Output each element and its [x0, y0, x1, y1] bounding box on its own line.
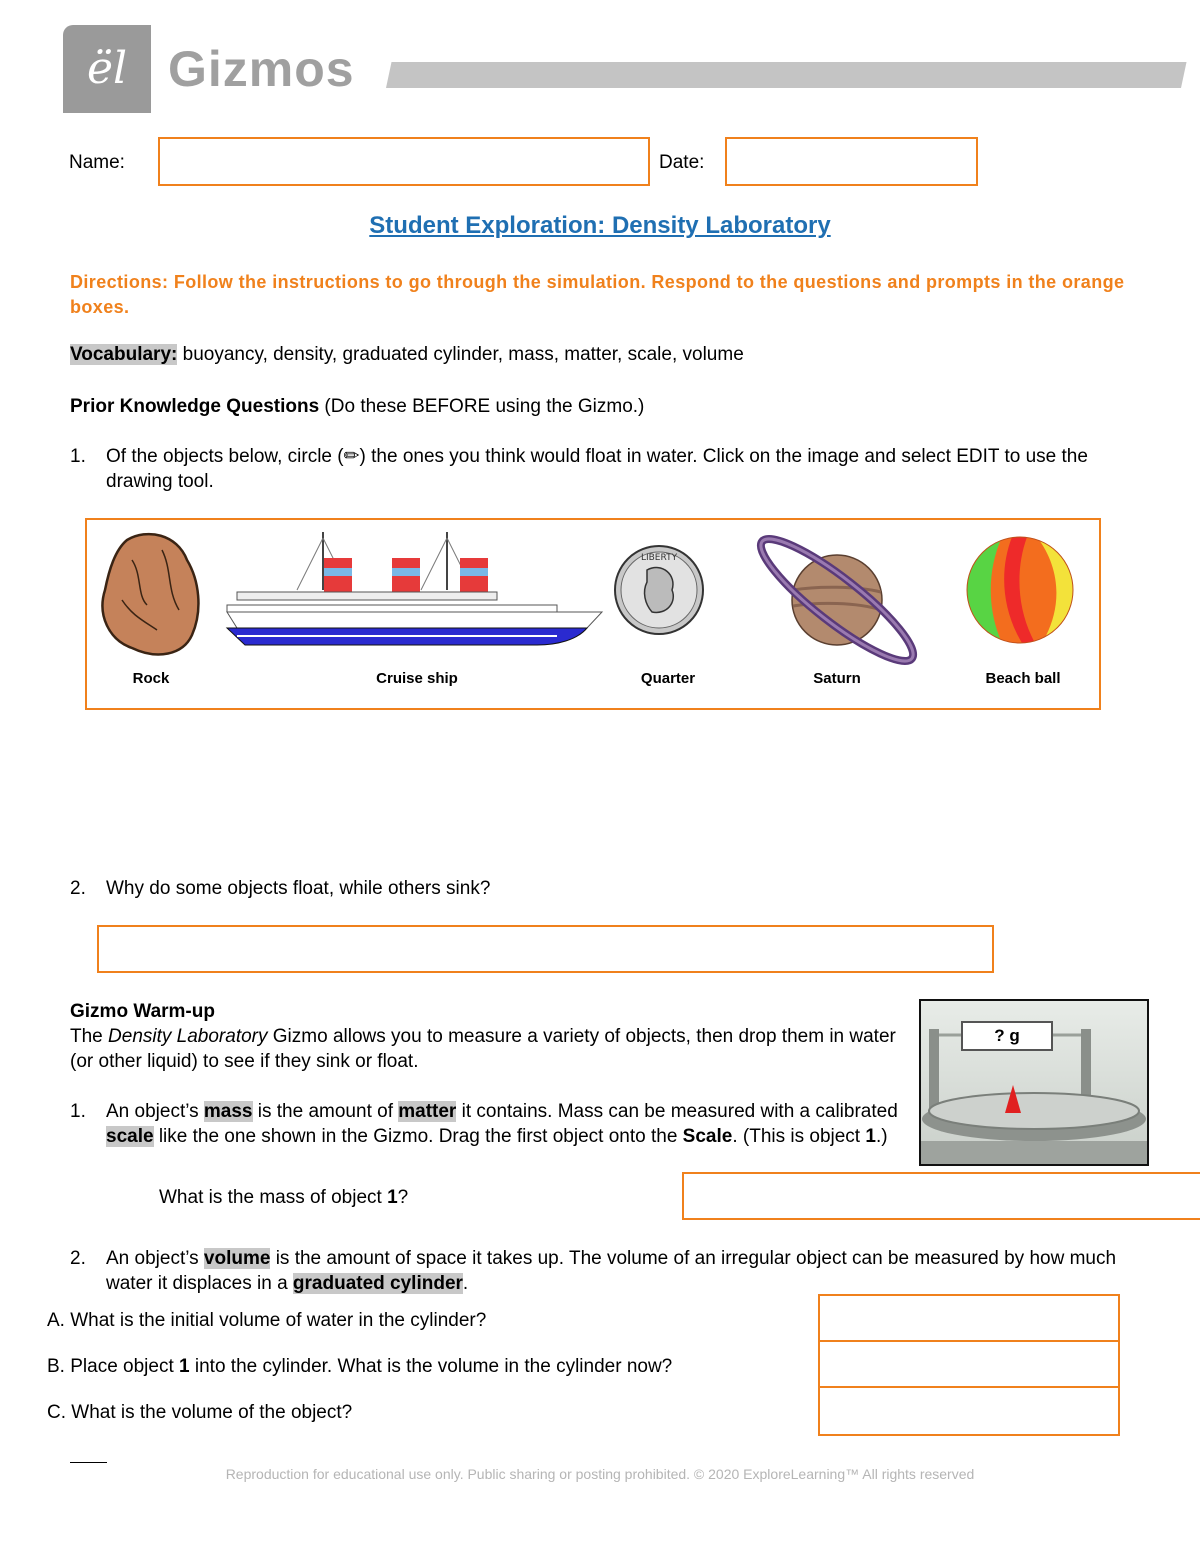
warmup-q2-text: [106, 1246, 1136, 1296]
prior-knowledge-heading: [70, 394, 644, 419]
answer-box-a[interactable]: [818, 1294, 1120, 1342]
answer-box-c[interactable]: [818, 1386, 1120, 1436]
question-c: C. What is the volume of the object?: [47, 1402, 353, 1423]
vocab-term-matter: matter: [398, 1101, 457, 1122]
answer-box-b[interactable]: [818, 1340, 1120, 1388]
text-run: is the amount of: [252, 1101, 399, 1122]
q1-text: Of the objects below, circle (✏) the ones you think would float in water. Click on the image and select EDIT to use the drawing tool.: [106, 446, 1088, 492]
vocabulary-line: [70, 342, 744, 367]
q2-answer-box[interactable]: [97, 925, 994, 973]
text-run: An object’s: [106, 1101, 204, 1122]
scale-display: ? g: [961, 1021, 1053, 1051]
explorelearning-logo-icon: ël: [86, 43, 128, 94]
rock-icon: [103, 534, 199, 654]
header-bar: [386, 62, 1187, 88]
text-run: B. Place object: [47, 1356, 180, 1377]
objects-illustration: [87, 520, 1098, 707]
object-caption: Saturn: [813, 670, 861, 687]
prior-heading-text: Prior Knowledge Questions: [70, 396, 320, 417]
beach-ball-icon: [967, 537, 1073, 643]
date-label: Date:: [659, 152, 705, 173]
warmup-q1-number: 1.: [70, 1101, 86, 1122]
text-run: . (This is object: [732, 1126, 866, 1147]
warmup-intro-post: Gizmo allows you to measure a variety of objects, then drop them in water (or other liquid) to see if they sink or float.: [70, 1026, 896, 1072]
name-field[interactable]: [158, 137, 650, 186]
objects-image-box[interactable]: [85, 518, 1101, 710]
text-run: An object’s: [106, 1248, 204, 1269]
text-run: ?: [397, 1187, 409, 1208]
object-caption: Beach ball: [985, 670, 1061, 687]
scale-word: Scale: [682, 1126, 733, 1147]
scale-image: [919, 999, 1149, 1166]
mass-question: [159, 1185, 408, 1210]
text-run: like the one shown in the Gizmo. Drag the first object onto the: [153, 1126, 683, 1147]
text-run: it contains. Mass can be measured with a calibrated: [456, 1101, 898, 1122]
q2-text: Why do some objects float, while others sink?: [106, 878, 491, 899]
vocab-term-mass: mass: [203, 1101, 253, 1122]
q2-number: 2.: [70, 878, 86, 899]
brand-name: Gizmos: [168, 41, 355, 97]
vocabulary-terms: buoyancy, density, graduated cylinder, mass, matter, scale, volume: [177, 344, 744, 365]
warmup-q2-number: 2.: [70, 1248, 86, 1269]
text-run: into the cylinder. What is the volume in the cylinder now?: [189, 1356, 673, 1377]
footnote-divider: [70, 1462, 107, 1463]
text-run: What is the mass of object: [159, 1187, 388, 1208]
text-run: .: [462, 1273, 469, 1294]
text-run: is the amount of space it takes up. The volume of an irregular object can be measured by how much water it displaces in a: [106, 1248, 1117, 1294]
quarter-icon: [615, 546, 703, 634]
warmup-intro: [70, 1024, 900, 1074]
name-label: Name:: [69, 152, 125, 173]
vocabulary-label: Vocabulary:: [70, 344, 178, 365]
warmup-intro-gizmo-name: Density Laboratory: [108, 1026, 268, 1047]
q1-number: 1.: [70, 446, 86, 467]
vocab-term-scale: scale: [106, 1126, 154, 1147]
text-run: .): [875, 1126, 888, 1147]
object-caption: Cruise ship: [376, 670, 458, 687]
object-number: 1: [179, 1356, 190, 1377]
warmup-q1-text: [106, 1099, 911, 1149]
warmup-heading: Gizmo Warm-up: [70, 1001, 215, 1022]
vocab-term-volume: volume: [203, 1248, 271, 1269]
mass-answer-box[interactable]: [682, 1172, 1200, 1220]
warmup-intro-pre: The: [70, 1026, 109, 1047]
object-caption: Rock: [132, 670, 170, 687]
question-b: [47, 1354, 672, 1379]
prior-note: (Do these BEFORE using the Gizmo.): [319, 396, 645, 417]
saturn-icon: [749, 524, 926, 676]
object-number: 1: [865, 1126, 876, 1147]
cruise-ship-icon: [227, 532, 602, 645]
question-a: A. What is the initial volume of water in the cylinder?: [47, 1310, 487, 1331]
directions: Directions: Follow the instructions to go through the simulation. Respond to the questions and prompts in the orange boxes.: [70, 272, 1125, 317]
vocab-term-graduated-cylinder: graduated cylinder: [292, 1273, 463, 1294]
date-field[interactable]: [725, 137, 978, 186]
object-caption: Quarter: [640, 670, 696, 687]
footer-copyright: Reproduction for educational use only. Public sharing or posting prohibited. © 2020 ExploreLearning™ All rights reserved: [225, 1466, 975, 1482]
page-title[interactable]: Student Exploration: Density Laboratory: [369, 212, 831, 239]
coin-text: LIBERTY: [640, 553, 678, 563]
object-number: 1: [387, 1187, 398, 1208]
